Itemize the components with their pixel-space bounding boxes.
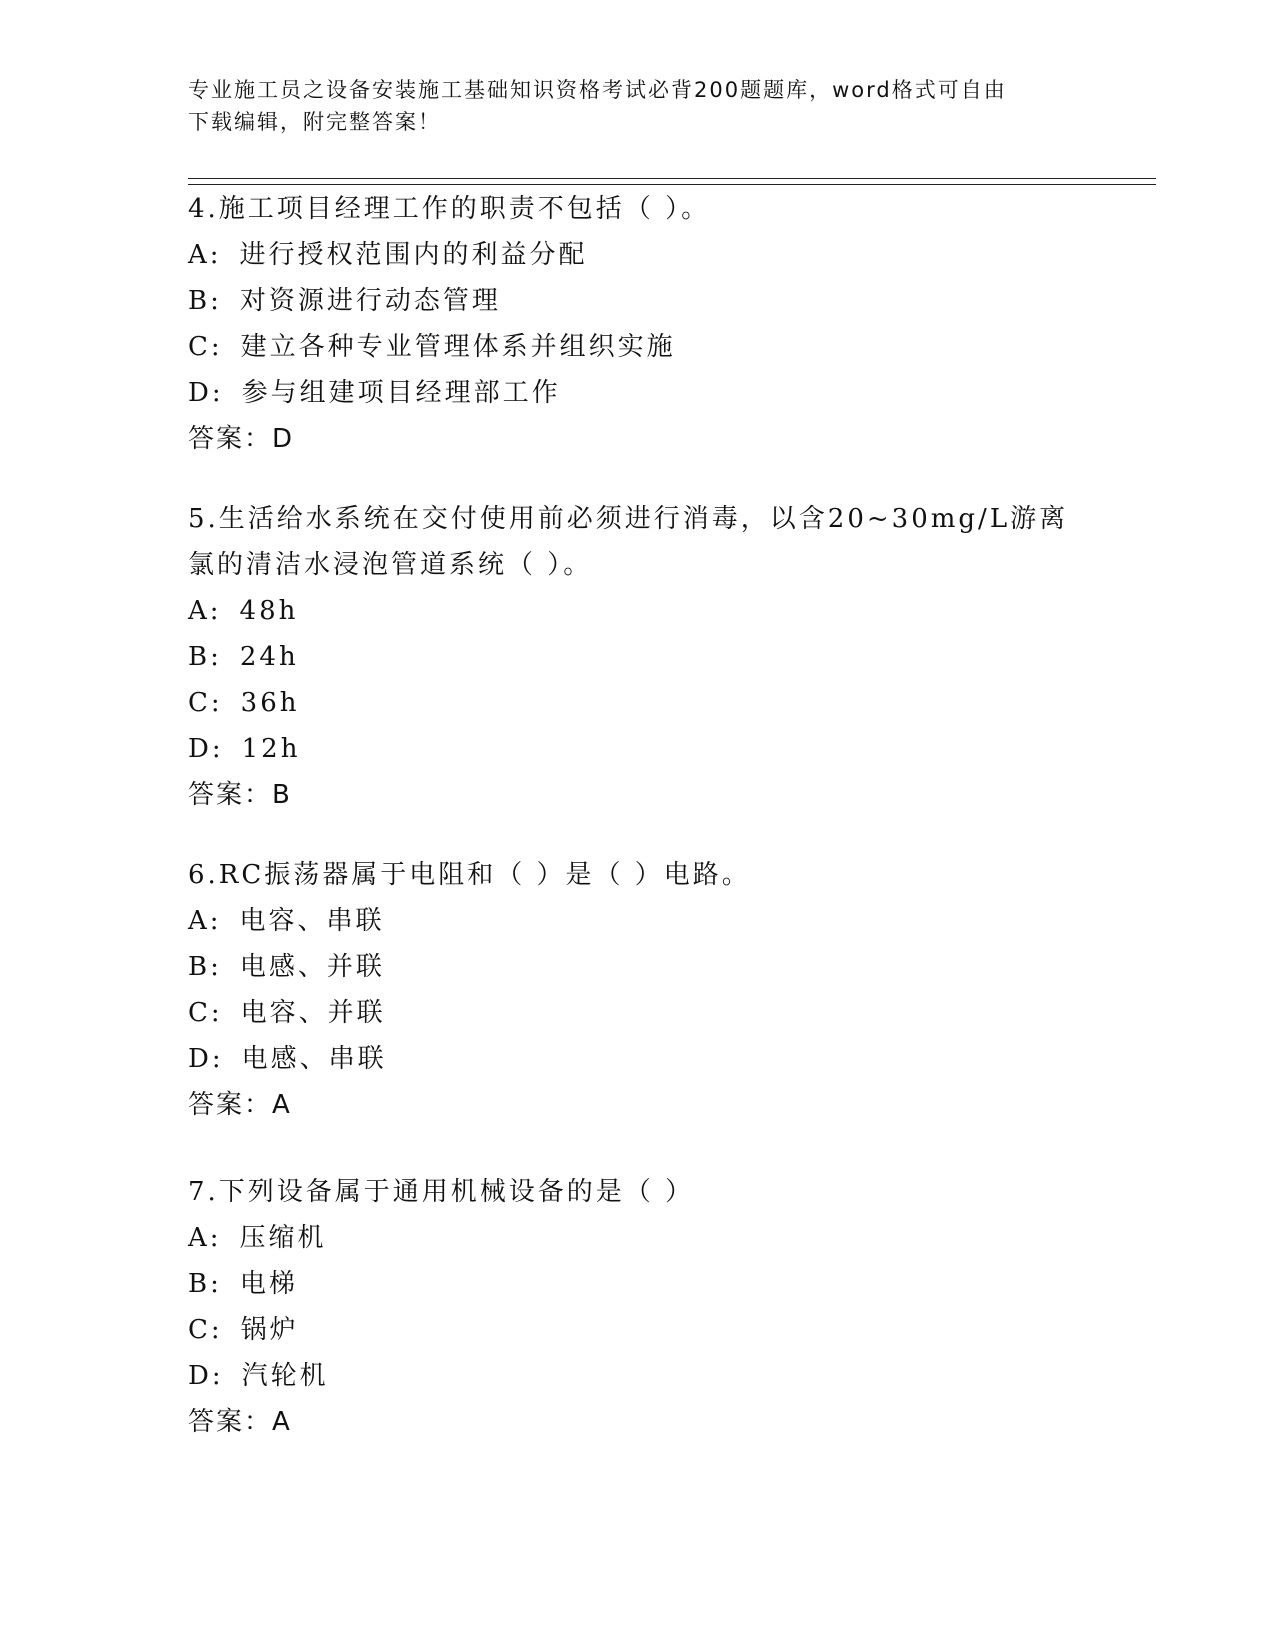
option-d [188, 1353, 1088, 1399]
answer-line: 答案：D [188, 424, 295, 454]
option-letter: D: [188, 378, 224, 408]
answer-line: 答案：B [188, 780, 292, 810]
option-text: 压缩机 [239, 1223, 327, 1253]
question-stem: 5.生活给水系统在交付使用前必须进行消毒，以含20~30mg/L游离氯的清洁水浸泡管道系统（ ）。 [188, 504, 1069, 580]
option-letter: D: [188, 734, 224, 764]
header-line-1: 专业施工员之设备安装施工基础知识资格考试必背200题题库，word格式可自由 [188, 78, 1007, 102]
option-text: 对资源进行动态管理 [239, 286, 501, 316]
option-letter: C: [188, 332, 223, 362]
option-text: 48h [239, 596, 299, 626]
option-b [188, 944, 1088, 990]
document-header [188, 74, 1088, 138]
option-letter: B: [188, 952, 222, 982]
option-b [188, 634, 1088, 680]
option-letter: B: [188, 286, 222, 316]
option-b [188, 278, 1088, 324]
option-a [188, 232, 1088, 278]
option-text: 36h [240, 688, 300, 718]
option-c [188, 1307, 1088, 1353]
option-letter: C: [188, 1315, 223, 1345]
question-6 [188, 852, 1088, 1128]
option-c [188, 324, 1088, 370]
question-4 [188, 186, 1088, 462]
option-d [188, 726, 1088, 772]
question-stem: 6.RC振荡器属于电阻和（ ）是（ ）电路。 [188, 860, 751, 890]
option-letter: A: [188, 596, 222, 626]
option-text: 24h [239, 642, 299, 672]
option-a [188, 898, 1088, 944]
answer-line: 答案：A [188, 1407, 292, 1437]
option-letter: C: [188, 998, 223, 1028]
option-text: 电容、串联 [239, 906, 385, 936]
option-letter: A: [188, 1223, 222, 1253]
option-letter: A: [188, 240, 222, 270]
option-text: 12h [241, 734, 301, 764]
option-d [188, 370, 1088, 416]
header-line-2: 下载编辑，附完整答案！ [188, 110, 441, 134]
option-text: 进行授权范围内的利益分配 [239, 240, 588, 270]
option-text: 电感、串联 [241, 1044, 387, 1074]
question-5 [188, 496, 1088, 818]
option-b [188, 1261, 1088, 1307]
option-text: 电梯 [239, 1269, 298, 1299]
header-divider-top [188, 178, 1156, 179]
option-text: 建立各种专业管理体系并组织实施 [240, 332, 676, 362]
question-stem: 7.下列设备属于通用机械设备的是（ ） [188, 1177, 695, 1207]
answer-line: 答案：A [188, 1090, 292, 1120]
option-text: 电容、并联 [240, 998, 386, 1028]
option-letter: B: [188, 1269, 222, 1299]
option-text: 汽轮机 [241, 1361, 329, 1391]
option-c [188, 680, 1088, 726]
option-a [188, 1215, 1088, 1261]
question-7 [188, 1169, 1088, 1445]
question-stem: 4.施工项目经理工作的职责不包括（ ）。 [188, 194, 711, 224]
option-letter: A: [188, 906, 222, 936]
option-text: 参与组建项目经理部工作 [241, 378, 561, 408]
option-letter: B: [188, 642, 222, 672]
header-divider-bottom [188, 184, 1156, 185]
option-letter: C: [188, 688, 223, 718]
option-c [188, 990, 1088, 1036]
option-d [188, 1036, 1088, 1082]
option-letter: D: [188, 1361, 224, 1391]
option-letter: D: [188, 1044, 224, 1074]
option-a [188, 588, 1088, 634]
option-text: 锅炉 [240, 1315, 299, 1345]
option-text: 电感、并联 [239, 952, 385, 982]
